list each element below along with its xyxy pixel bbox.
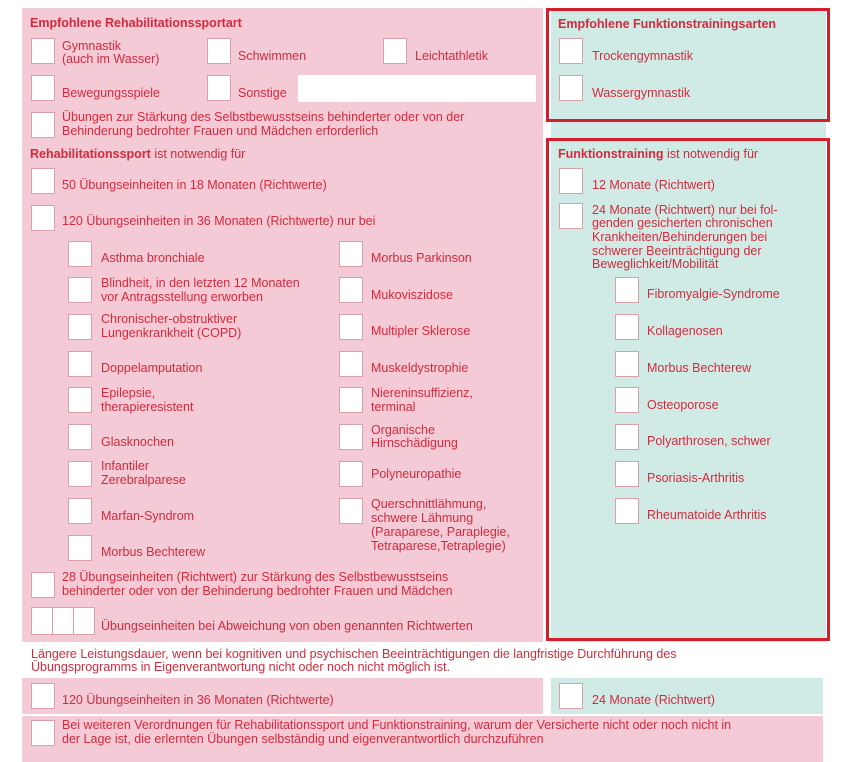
- osteo-label: Osteoporose: [647, 398, 719, 412]
- ft-bechterew-checkbox[interactable]: [615, 351, 639, 377]
- longer-120-checkbox[interactable]: [31, 683, 55, 709]
- psoriasis-label: Psoriasis-Arthritis: [647, 471, 745, 485]
- ft-24-label-3: Krankheiten/Behinderungen bei: [592, 230, 768, 244]
- bechterew-checkbox[interactable]: [68, 535, 92, 561]
- schwimmen-label: Schwimmen: [238, 49, 307, 63]
- ft-need-title-rest: ist notwendig für: [663, 147, 759, 161]
- longer-24-checkbox[interactable]: [559, 683, 583, 709]
- kollagen-checkbox[interactable]: [615, 314, 639, 340]
- sonstige-label: Sonstige: [238, 86, 287, 100]
- longer-text-2: Übungsprogramms in Eigenverantwortung nicht oder noch nicht möglich ist.: [31, 660, 450, 674]
- reha-28-label-1: 28 Übungseinheiten (Richtwert) zur Stärkung des Selbstbewusstseins: [62, 570, 449, 584]
- longer-120-label: 120 Übungseinheiten in 36 Monaten (Richtwerte): [62, 693, 334, 707]
- abweichung-digit-2[interactable]: [52, 607, 74, 635]
- infant-label-1: Infantiler: [101, 459, 149, 473]
- sport-title: Empfohlene Rehabilitationssportart: [30, 16, 242, 30]
- further-checkbox[interactable]: [31, 720, 55, 746]
- uebungen-label-2: Behinderung bedrohter Frauen und Mädchen erforderlich: [62, 124, 379, 138]
- ft-24-label-5: Beweglichkeit/Mobilität: [592, 257, 719, 271]
- ft-24-checkbox[interactable]: [559, 203, 583, 229]
- abweichung-digit-1[interactable]: [31, 607, 53, 635]
- muskel-checkbox[interactable]: [339, 351, 363, 377]
- poly-label: Polyneuropathie: [371, 467, 462, 481]
- rheuma-checkbox[interactable]: [615, 498, 639, 524]
- trocken-checkbox[interactable]: [559, 38, 583, 64]
- reha-120-label: 120 Übungseinheiten in 36 Monaten (Richtwerte) nur bei: [62, 214, 376, 228]
- niere-checkbox[interactable]: [339, 387, 363, 413]
- longer-24-label: 24 Monate (Richtwert): [592, 693, 715, 707]
- uebungen-checkbox[interactable]: [31, 112, 55, 138]
- polyarthr-checkbox[interactable]: [615, 424, 639, 450]
- ft-bechterew-label: Morbus Bechterew: [647, 361, 752, 375]
- wasser-checkbox[interactable]: [559, 75, 583, 101]
- niere-label-1: Niereninsuffizienz,: [371, 386, 473, 400]
- marfan-label: Marfan-Syndrom: [101, 509, 195, 523]
- marfan-checkbox[interactable]: [68, 498, 92, 524]
- ft-24-label-2: genden gesicherten chronischen: [592, 216, 773, 230]
- ms-label: Multipler Sklerose: [371, 324, 471, 338]
- osteo-checkbox[interactable]: [615, 387, 639, 413]
- blind-label-1: Blindheit, in den letzten 12 Monaten: [101, 276, 300, 290]
- gymnastik-label-2: (auch im Wasser): [62, 52, 160, 66]
- leichtathletik-label: Leichtathletik: [415, 49, 488, 63]
- kollagen-label: Kollagenosen: [647, 324, 723, 338]
- muko-checkbox[interactable]: [339, 277, 363, 303]
- parkinson-checkbox[interactable]: [339, 241, 363, 267]
- infant-label-2: Zerebralparese: [101, 473, 186, 487]
- doppel-label: Doppelamputation: [101, 361, 203, 375]
- reha-need-title: [30, 147, 245, 161]
- reha-need-title-rest: ist notwendig für: [150, 147, 246, 161]
- further-text-2: der Lage ist, die erlernten Übungen selbständig und eigenverantwortlich durchzuführen: [62, 732, 544, 746]
- bewegungsspiele-checkbox[interactable]: [31, 75, 55, 101]
- organ-label-1: Organische: [371, 423, 435, 437]
- ft-need-title: [558, 147, 758, 161]
- bechterew-label: Morbus Bechterew: [101, 545, 206, 559]
- bewegungsspiele-label: Bewegungsspiele: [62, 86, 160, 100]
- sonstige-input[interactable]: [298, 75, 536, 102]
- uebungen-label-1: Übungen zur Stärkung des Selbstbewusstseins behinderter oder von der: [62, 110, 465, 124]
- ft-24-label-4: schwerer Beeinträchtigung der: [592, 244, 762, 258]
- epi-checkbox[interactable]: [68, 387, 92, 413]
- epi-label-1: Epilepsie,: [101, 386, 156, 400]
- rheuma-label: Rheumatoide Arthritis: [647, 508, 767, 522]
- reha-need-title-bold: Rehabilitationssport: [30, 147, 151, 161]
- poly-checkbox[interactable]: [339, 461, 363, 487]
- ms-checkbox[interactable]: [339, 314, 363, 340]
- parkinson-label: Morbus Parkinson: [371, 251, 472, 265]
- further-text-1: Bei weiteren Verordnungen für Rehabilitationssport und Funktionstraining, warum der Versicherte nicht oder noch nicht in: [62, 718, 732, 732]
- gymnastik-label-1: Gymnastik: [62, 39, 122, 53]
- copd-checkbox[interactable]: [68, 314, 92, 340]
- quer-label-4: Tetraparese,Tetraplegie): [371, 539, 506, 553]
- reha-50-checkbox[interactable]: [31, 168, 55, 194]
- niere-label-2: terminal: [371, 400, 416, 414]
- muko-label: Mukoviszidose: [371, 288, 453, 302]
- muskel-label: Muskeldystrophie: [371, 361, 469, 375]
- fibro-checkbox[interactable]: [615, 277, 639, 303]
- ft-12-checkbox[interactable]: [559, 168, 583, 194]
- organ-label-2: Hirnschädigung: [371, 436, 458, 450]
- schwimmen-checkbox[interactable]: [207, 38, 231, 64]
- fibro-label: Fibromyalgie-Syndrome: [647, 287, 780, 301]
- ft-24-label-1: 24 Monate (Richtwert) nur bei fol-: [592, 203, 778, 217]
- ft-need-title-bold: Funktionstraining: [558, 147, 664, 161]
- abweichung-label: Übungseinheiten bei Abweichung von oben genannten Richtwerten: [101, 619, 473, 633]
- abweichung-digit-3[interactable]: [73, 607, 95, 635]
- glas-label: Glasknochen: [101, 435, 174, 449]
- trocken-label: Trockengymnastik: [592, 49, 693, 63]
- quer-checkbox[interactable]: [339, 498, 363, 524]
- funktion-title: Empfohlene Funktionstrainingsarten: [558, 17, 777, 31]
- wasser-label: Wassergymnastik: [592, 86, 691, 100]
- longer-text-1: Längere Leistungsdauer, wenn bei kognitiven und psychischen Beeinträchtigungen die langfristige Durchführung des: [31, 647, 677, 661]
- gymnastik-checkbox[interactable]: [31, 38, 55, 64]
- reha-50-label: 50 Übungseinheiten in 18 Monaten (Richtwerte): [62, 178, 327, 192]
- polyarthr-label: Polyarthrosen, schwer: [647, 434, 771, 448]
- organ-checkbox[interactable]: [339, 424, 363, 450]
- epi-label-2: therapieresistent: [101, 400, 194, 414]
- copd-label-1: Chronischer-obstruktiver: [101, 312, 238, 326]
- quer-label-3: (Paraparese, Paraplegie,: [371, 525, 510, 539]
- ft-12-label: 12 Monate (Richtwert): [592, 178, 715, 192]
- blind-checkbox[interactable]: [68, 277, 92, 303]
- reha-28-label-2: behinderter oder von der Behinderung bedrohter Frauen und Mädchen: [62, 584, 453, 598]
- reha-28-checkbox[interactable]: [31, 572, 55, 598]
- infant-checkbox[interactable]: [68, 461, 92, 487]
- leichtathletik-checkbox[interactable]: [383, 38, 407, 64]
- asthma-checkbox[interactable]: [68, 241, 92, 267]
- quer-label-2: schwere Lähmung: [371, 511, 474, 525]
- quer-label-1: Querschnittlähmung,: [371, 497, 487, 511]
- blind-label-2: vor Antragsstellung erworben: [101, 290, 263, 304]
- reha-120-checkbox[interactable]: [31, 205, 55, 231]
- doppel-checkbox[interactable]: [68, 351, 92, 377]
- psoriasis-checkbox[interactable]: [615, 461, 639, 487]
- sonstige-checkbox[interactable]: [207, 75, 231, 101]
- asthma-label: Asthma bronchiale: [101, 251, 205, 265]
- copd-label-2: Lungenkrankheit (COPD): [101, 326, 242, 340]
- glas-checkbox[interactable]: [68, 424, 92, 450]
